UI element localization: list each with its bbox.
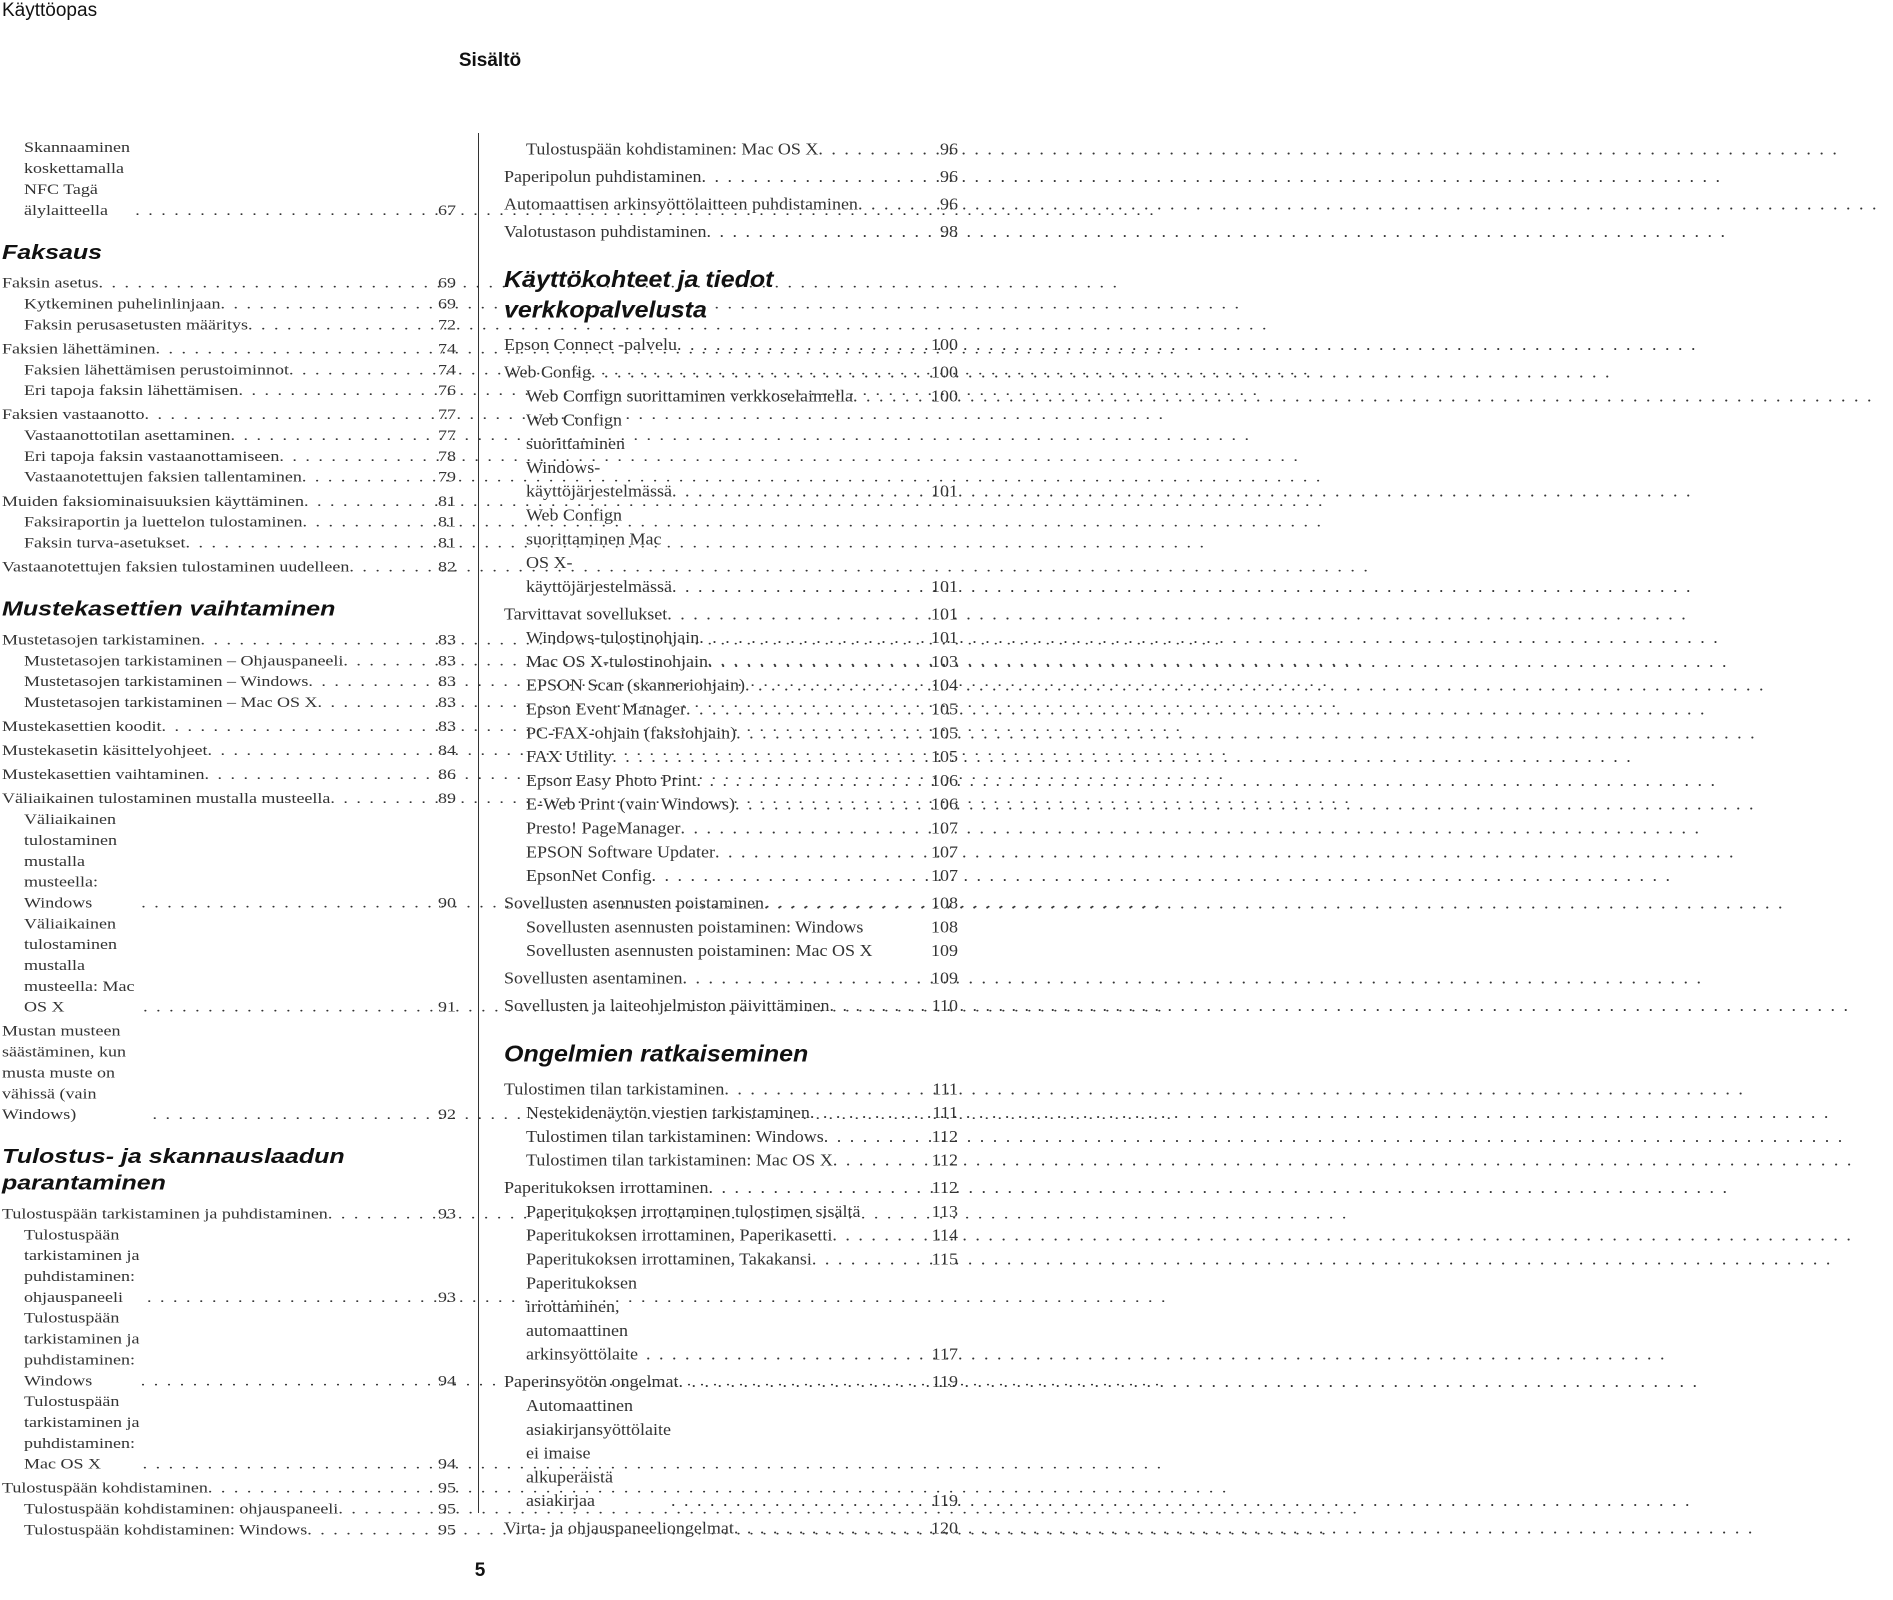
dot-leader — [667, 602, 929, 626]
dot-leader — [289, 359, 436, 380]
toc-entry[interactable] — [2, 446, 456, 467]
toc-entry-page-number: 100 — [931, 363, 958, 382]
toc-entry-page-number: 117 — [931, 1345, 958, 1364]
toc-entry[interactable] — [2, 809, 456, 913]
toc-entry-title: Eri tapoja faksin vastaanottamiseen — [24, 448, 280, 465]
toc-entry-page-number: 83 — [438, 652, 456, 669]
toc-entry-page-number: 110 — [931, 996, 958, 1015]
toc-entry-title: Web Confign suorittaminen Windows-käyttöjärjestelmässä — [526, 410, 672, 501]
toc-entry-title: Paperitukoksen irrottaminen, Takakansi — [526, 1249, 812, 1269]
toc-entry-page-number: 74 — [438, 340, 456, 357]
toc-entry-page-number: 67 — [438, 201, 456, 218]
toc-entry[interactable] — [504, 1223, 958, 1247]
dot-leader — [736, 721, 929, 745]
toc-entry-title: Tulostimen tilan tarkistaminen: Windows — [526, 1127, 824, 1146]
dot-leader — [220, 293, 436, 314]
dot-leader — [343, 650, 436, 671]
dot-leader — [238, 380, 436, 401]
toc-entry[interactable] — [504, 503, 958, 598]
dot-leader — [677, 333, 929, 357]
toc-entry-page-number: 95 — [438, 1479, 456, 1496]
toc-entry-title: Vastaanotettujen faksien tallentaminen — [24, 468, 302, 485]
dot-leader — [833, 1148, 930, 1172]
toc-entry[interactable] — [2, 359, 456, 380]
toc-entry[interactable] — [2, 1391, 456, 1474]
dot-leader — [153, 1104, 436, 1125]
page-section-title: Sisältö — [458, 50, 522, 71]
toc-entry-title: Vastaanotettujen faksien tulostaminen uudelleen — [2, 558, 350, 575]
dot-leader — [307, 1519, 436, 1540]
toc-entry[interactable] — [504, 384, 958, 408]
toc-entry-page-number: 83 — [438, 673, 456, 690]
dot-leader — [208, 1477, 436, 1498]
dot-leader — [672, 479, 929, 503]
toc-entry[interactable] — [2, 629, 456, 650]
toc-entry[interactable] — [504, 939, 958, 963]
toc-left-column — [2, 137, 456, 1540]
toc-entry-title: Automaattisen arkinsyöttölaitteen puhdistaminen — [504, 194, 858, 213]
toc-entry-page-number: 89 — [438, 790, 456, 807]
toc-entry-title: Tarvittavat sovellukset — [504, 604, 668, 623]
toc-entry-page-number: 108 — [931, 917, 958, 936]
toc-entry[interactable] — [2, 692, 456, 713]
toc-entry-page-number: 119 — [931, 1372, 958, 1391]
toc-entry[interactable] — [504, 792, 958, 816]
dot-leader — [230, 425, 436, 446]
toc-entry-page-number: 69 — [438, 274, 456, 291]
toc-entry-title: E-Web Print (vain Windows) — [526, 795, 735, 814]
toc-entry[interactable] — [504, 137, 958, 161]
toc-entry-title: Tulostuspään kohdistaminen: ohjauspaneeli — [24, 1500, 339, 1517]
dot-leader — [682, 966, 929, 990]
toc-entry-page-number: 95 — [438, 1521, 456, 1538]
dot-leader — [143, 1453, 436, 1474]
toc-entry-title: Mustekasetin käsittelyohjeet — [2, 742, 208, 759]
toc-entry-page-number: 107 — [931, 866, 958, 885]
toc-entry-title: Faksin turva-asetukset — [24, 534, 186, 551]
toc-entry-title: Faksien lähettämisen perustoiminnot — [24, 361, 289, 378]
toc-entry[interactable] — [504, 816, 958, 840]
toc-entry-page-number: 105 — [931, 747, 958, 766]
toc-entry-page-number: 82 — [438, 558, 456, 575]
toc-entry-title: Kytkeminen puhelinlinjaan — [24, 295, 221, 312]
dot-leader — [612, 745, 929, 769]
toc-entry-title: Windows-tulostinohjain — [526, 628, 700, 647]
toc-entry-page-number: 101 — [931, 604, 958, 623]
toc-right-column — [504, 137, 958, 1540]
toc-entry[interactable] — [504, 745, 958, 769]
toc-entry[interactable] — [504, 966, 958, 990]
toc-entry-page-number: 112 — [931, 1127, 958, 1146]
dot-leader — [200, 629, 436, 650]
column-divider — [478, 133, 479, 1513]
toc-entry[interactable] — [2, 1477, 456, 1498]
dot-leader — [678, 1370, 929, 1394]
toc-entry-title: Mustetasojen tarkistaminen – Mac OS X — [24, 694, 318, 711]
toc-entry-page-number: 83 — [438, 718, 456, 735]
toc-entry-title: Mustekasettien vaihtaminen — [2, 766, 205, 783]
toc-entry-title: Paperitukoksen irrottaminen — [504, 1178, 709, 1197]
toc-entry[interactable] — [504, 1516, 958, 1540]
toc-entry-page-number: 72 — [438, 316, 456, 333]
dot-leader — [99, 272, 437, 293]
toc-entry[interactable] — [504, 219, 958, 243]
toc-entry-page-number: 100 — [931, 386, 958, 406]
toc-entry-title: Sovellusten asennusten poistaminen: Windows — [526, 917, 864, 936]
toc-entry-page-number: 92 — [438, 1106, 456, 1123]
dot-leader — [764, 891, 929, 915]
toc-entry-page-number: 93 — [438, 1205, 456, 1222]
toc-section-heading: Faksaus — [2, 241, 103, 264]
toc-entry-page-number: 119 — [931, 1491, 958, 1510]
toc-entry[interactable] — [504, 1101, 958, 1125]
toc-entry-page-number: 105 — [931, 723, 958, 742]
dot-leader — [328, 1203, 436, 1224]
toc-entry-title: Faksin perusasetusten määritys — [24, 316, 248, 333]
dot-leader — [248, 314, 436, 335]
toc-entry[interactable] — [504, 768, 958, 792]
toc-entry-page-number: 79 — [438, 468, 456, 485]
toc-entry[interactable] — [2, 491, 456, 512]
toc-entry-title: Väliaikainen tulostaminen mustalla musteella: Mac OS X — [24, 915, 135, 1015]
toc-entry-page-number: 77 — [438, 427, 456, 444]
toc-entry-title: Eri tapoja faksin lähettämisen — [24, 382, 239, 399]
dot-leader — [141, 892, 436, 913]
toc-entry[interactable] — [2, 650, 456, 671]
dot-leader — [302, 467, 436, 488]
toc-entry[interactable] — [2, 1519, 456, 1540]
toc-entry-title: Mustekasettien koodit — [2, 718, 162, 735]
dot-leader — [207, 740, 436, 761]
toc-entry[interactable] — [504, 602, 958, 626]
dot-leader — [330, 788, 436, 809]
dot-leader — [672, 574, 929, 598]
toc-entry-page-number: 111 — [932, 1103, 958, 1122]
toc-entry-title: Paperitukoksen irrottaminen tulostimen sisältä — [526, 1202, 861, 1221]
toc-entry[interactable] — [2, 467, 456, 488]
toc-entry-page-number: 81 — [438, 534, 456, 551]
dot-leader — [135, 200, 436, 221]
toc-entry[interactable] — [2, 293, 456, 314]
toc-entry[interactable] — [2, 788, 456, 809]
dot-leader — [701, 164, 938, 188]
toc-entry-title: Tulostuspään kohdistaminen: Mac OS X — [526, 139, 819, 159]
toc-entry-page-number: 78 — [438, 448, 456, 465]
toc-entry-page-number: 96 — [940, 194, 958, 213]
toc-entry[interactable] — [2, 556, 456, 577]
toc-entry-title: Paperitukoksen irrottaminen, Paperikasetti — [526, 1226, 833, 1245]
toc-entry[interactable] — [2, 380, 456, 401]
toc-section-heading: Tulostus- ja skannauslaadun parantaminen — [2, 1145, 345, 1195]
toc-section-heading: Ongelmien ratkaiseminen — [504, 1041, 809, 1067]
toc-entry-page-number: 84 — [438, 742, 456, 759]
toc-entry-title: FAX Utility — [526, 747, 613, 766]
toc-entry[interactable] — [2, 1224, 456, 1307]
toc-entry-title: Mustetasojen tarkistaminen – Ohjauspaneeli — [24, 652, 344, 669]
toc-entry-page-number: 111 — [932, 1079, 958, 1098]
dot-leader — [697, 768, 929, 792]
toc-entry-title: Sovellusten asennusten poistaminen — [504, 893, 764, 913]
toc-entry[interactable] — [2, 716, 456, 737]
toc-entry-title: Mustetasojen tarkistaminen — [2, 631, 201, 648]
toc-entry-page-number: 69 — [438, 295, 456, 312]
dot-leader — [706, 219, 938, 243]
toc-entry-title: Sovellusten asennusten poistaminen: Mac OS X — [526, 941, 873, 960]
toc-entry[interactable] — [2, 1498, 456, 1519]
toc-entry[interactable] — [2, 404, 456, 425]
dot-leader — [853, 384, 929, 408]
toc-entry[interactable] — [504, 915, 958, 939]
dot-leader — [185, 532, 436, 553]
toc-entry-title: Automaattinen asiakirjansyöttölaite ei imaise alkuperäistä asiakirjaa — [526, 1396, 671, 1510]
dot-leader — [824, 1124, 930, 1148]
toc-entry-page-number: 86 — [438, 766, 456, 783]
dot-leader — [686, 697, 929, 721]
toc-entry-title: Web Confign suorittaminen Mac OS X-käyttöjärjestelmässä — [526, 505, 672, 596]
toc-entry[interactable] — [504, 1247, 958, 1271]
dot-leader — [155, 338, 436, 359]
toc-entry-page-number: 83 — [438, 694, 456, 711]
toc-entry-title: Tulostuspään tarkistaminen ja puhdistaminen: Windows — [24, 1309, 140, 1389]
toc-entry-page-number: 112 — [931, 1151, 958, 1170]
toc-entry-title: Mustetasojen tarkistaminen – Windows — [24, 673, 309, 690]
dot-leader — [144, 404, 436, 425]
toc-entry-title: PC-FAX-ohjain (faksiohjain) — [526, 723, 737, 742]
toc-entry[interactable] — [2, 314, 456, 335]
dot-leader — [161, 716, 436, 737]
dot-leader — [829, 994, 929, 1018]
toc-entry[interactable] — [2, 1020, 456, 1124]
toc-entry-title: Väliaikainen tulostaminen mustalla musteella: Windows — [24, 811, 117, 911]
toc-entry[interactable] — [504, 721, 958, 745]
toc-entry[interactable] — [2, 532, 456, 553]
toc-entry[interactable] — [504, 864, 958, 888]
toc-entry[interactable] — [504, 360, 958, 384]
dot-leader — [646, 1342, 930, 1366]
toc-entry[interactable] — [504, 192, 958, 216]
dot-leader — [745, 673, 929, 697]
toc-entry-title: Tulostuspään kohdistaminen — [2, 1479, 208, 1496]
toc-entry-page-number: 77 — [438, 406, 456, 423]
toc-entry-title: Vastaanottotilan asettaminen — [24, 427, 231, 444]
toc-entry[interactable] — [504, 891, 958, 915]
dot-leader — [279, 446, 436, 467]
toc-entry-page-number: 101 — [931, 577, 958, 596]
dot-leader — [818, 137, 938, 161]
toc-entry-title: EPSON Scan (skanneriohjain) — [526, 676, 745, 695]
toc-entry[interactable] — [504, 1370, 958, 1394]
dot-leader — [591, 360, 929, 384]
toc-entry-page-number: 76 — [438, 382, 456, 399]
toc-entry-page-number: 114 — [931, 1226, 958, 1245]
toc-entry-title: Faksien vastaanotto — [2, 406, 145, 423]
toc-entry-page-number: 90 — [438, 894, 456, 911]
toc-entry-title: Valotustason puhdistaminen — [504, 222, 707, 241]
toc-entry[interactable] — [2, 137, 456, 220]
toc-entry[interactable] — [2, 272, 456, 293]
dot-leader — [699, 626, 929, 650]
toc-entry-page-number: 109 — [931, 968, 958, 988]
dot-leader — [652, 864, 930, 888]
toc-entry-title: Epson Event Manager — [526, 699, 686, 719]
toc-entry[interactable] — [504, 1176, 958, 1200]
dot-leader — [724, 1077, 930, 1101]
toc-entry-page-number: 101 — [931, 628, 958, 647]
dot-leader — [141, 1370, 436, 1391]
toc-entry-title: Tulostuspään kohdistaminen: Windows — [24, 1521, 308, 1538]
document-title: Käyttöopas — [2, 0, 98, 21]
toc-entry-title: Sovellusten ja laiteohjelmiston päivittäminen — [504, 996, 830, 1015]
toc-entry[interactable] — [2, 338, 456, 359]
dot-leader — [812, 1247, 930, 1271]
toc-entry[interactable] — [504, 1124, 958, 1148]
dot-leader — [715, 840, 929, 864]
toc-entry[interactable] — [2, 425, 456, 446]
dot-leader — [204, 764, 436, 785]
toc-entry-title: Faksien lähettäminen — [2, 340, 156, 357]
toc-entry-title: Tulostimen tilan tarkistaminen: Mac OS X — [526, 1151, 833, 1170]
toc-entry-page-number: 105 — [931, 699, 958, 719]
dot-leader — [734, 1516, 929, 1540]
toc-entry[interactable] — [504, 1077, 958, 1101]
toc-entry-page-number: 115 — [931, 1249, 958, 1269]
toc-entry[interactable] — [2, 511, 456, 532]
toc-entry[interactable] — [504, 697, 958, 721]
toc-entry-page-number: 108 — [931, 893, 958, 913]
toc-entry[interactable] — [2, 671, 456, 692]
toc-entry-page-number: 106 — [931, 795, 958, 814]
toc-entry[interactable] — [2, 913, 456, 1017]
toc-entry-page-number: 107 — [931, 842, 958, 861]
toc-entry[interactable] — [2, 1308, 456, 1391]
toc-entry[interactable] — [2, 740, 456, 761]
toc-entry-page-number: 74 — [438, 361, 456, 378]
toc-entry-title: Faksin asetus — [2, 274, 99, 291]
page-number: 5 — [474, 1560, 486, 1581]
toc-entry-page-number: 94 — [438, 1372, 456, 1389]
toc-section-heading: Käyttökohteet ja tiedot verkkopalvelusta — [504, 266, 774, 323]
toc-entry-title: Paperipolun puhdistaminen — [504, 167, 702, 186]
toc-entry-title: Tulostuspään tarkistaminen ja puhdistaminen: ohjauspaneeli — [24, 1226, 140, 1306]
dot-leader — [304, 491, 436, 512]
toc-entry-title: Web Confign suorittaminen verkkoselaimella — [526, 386, 853, 406]
toc-entry-title: Mustan musteen säästäminen, kun musta muste on vähissä (vain Windows) — [2, 1022, 126, 1123]
toc-entry[interactable] — [2, 764, 456, 785]
toc-entry-page-number: 81 — [438, 513, 456, 530]
toc-entry-title: Epson Easy Photo Print — [526, 771, 697, 790]
toc-entry-title: Muiden faksiominaisuuksien käyttäminen — [2, 492, 304, 509]
toc-entry[interactable] — [504, 994, 958, 1018]
toc-entry[interactable] — [2, 1203, 456, 1224]
toc-entry-page-number: 104 — [931, 676, 958, 695]
toc-entry-page-number: 103 — [931, 652, 958, 671]
toc-entry-title: Skannaaminen koskettamalla NFC Tagä älylaitteella — [24, 139, 130, 218]
dot-leader — [671, 1489, 930, 1513]
toc-entry-page-number: 120 — [931, 1518, 958, 1538]
dot-leader — [832, 1223, 929, 1247]
toc-entry[interactable] — [504, 626, 958, 650]
toc-entry[interactable] — [504, 650, 958, 674]
toc-entry-page-number: 107 — [931, 818, 958, 838]
toc-entry-title: Epson Connect -palvelu — [504, 335, 677, 354]
toc-entry-title: EpsonNet Config — [526, 866, 652, 885]
dot-leader — [735, 792, 929, 816]
toc-entry-title: Tulostuspään tarkistaminen ja puhdistaminen: Mac OS X — [24, 1393, 140, 1472]
toc-entry-page-number: 96 — [940, 167, 958, 186]
toc-entry-page-number: 100 — [931, 335, 958, 354]
toc-entry[interactable] — [504, 840, 958, 864]
dot-leader — [143, 996, 436, 1017]
toc-section-heading: Mustekasettien vaihtaminen — [2, 597, 336, 621]
toc-entry-page-number: 94 — [438, 1455, 456, 1472]
toc-entry-page-number: 91 — [438, 998, 456, 1015]
toc-entry-title: Presto! PageManager — [526, 818, 681, 838]
dot-leader — [708, 650, 929, 674]
toc-entry[interactable] — [504, 1200, 958, 1224]
toc-entry-page-number: 106 — [931, 771, 958, 790]
dot-leader — [349, 556, 436, 577]
toc-entry-title: Tulostimen tilan tarkistaminen — [504, 1079, 725, 1098]
dot-leader — [147, 1287, 436, 1308]
toc-entry-page-number: 109 — [931, 941, 958, 960]
toc-entry-page-number: 112 — [931, 1178, 958, 1197]
toc-entry-title: Väliaikainen tulostaminen mustalla musteella — [2, 790, 331, 807]
toc-entry-page-number: 96 — [940, 139, 958, 159]
toc-entry-page-number: 101 — [931, 482, 958, 501]
toc-entry-title: Web Config — [504, 363, 592, 382]
dot-leader — [317, 692, 436, 713]
dot-leader — [708, 1176, 929, 1200]
toc-entry-title: Virta- ja ohjauspaneeliongelmat — [504, 1518, 734, 1538]
toc-entry-title: Paperinsyötön ongelmat — [504, 1372, 679, 1391]
toc-entry[interactable] — [504, 1394, 958, 1513]
toc-entry[interactable] — [504, 673, 958, 697]
toc-entry-title: Faksiraportin ja luettelon tulostaminen — [24, 513, 303, 530]
toc-entry[interactable] — [504, 1148, 958, 1172]
toc-entry-page-number: 83 — [438, 631, 456, 648]
toc-entry-page-number: 98 — [940, 222, 958, 241]
toc-entry-title: Mac OS X-tulostinohjain — [526, 652, 708, 671]
dot-leader — [308, 671, 436, 692]
dot-leader — [810, 1101, 930, 1125]
dot-leader — [680, 816, 929, 840]
toc-entry-page-number: 95 — [438, 1500, 456, 1517]
toc-entry-title: Sovellusten asentaminen — [504, 968, 683, 988]
toc-entry-title: Tulostuspään tarkistaminen ja puhdistaminen — [2, 1205, 328, 1222]
toc-entry[interactable] — [504, 1271, 958, 1366]
toc-entry-title: Paperitukoksen irrottaminen, automaattinen arkinsyöttölaite — [526, 1273, 638, 1364]
toc-entry[interactable] — [504, 164, 958, 188]
toc-entry[interactable] — [504, 333, 958, 357]
toc-entry-page-number: 113 — [931, 1202, 958, 1221]
toc-entry[interactable] — [504, 408, 958, 503]
dot-leader — [338, 1498, 436, 1519]
dot-leader — [858, 192, 938, 216]
dot-leader — [302, 511, 436, 532]
toc-entry-title: Nestekidenäytön viestien tarkistaminen — [526, 1103, 810, 1122]
toc-entry-page-number: 93 — [438, 1289, 456, 1306]
toc-entry-page-number: 81 — [438, 492, 456, 509]
toc-entry-title: EPSON Software Updater — [526, 842, 715, 861]
